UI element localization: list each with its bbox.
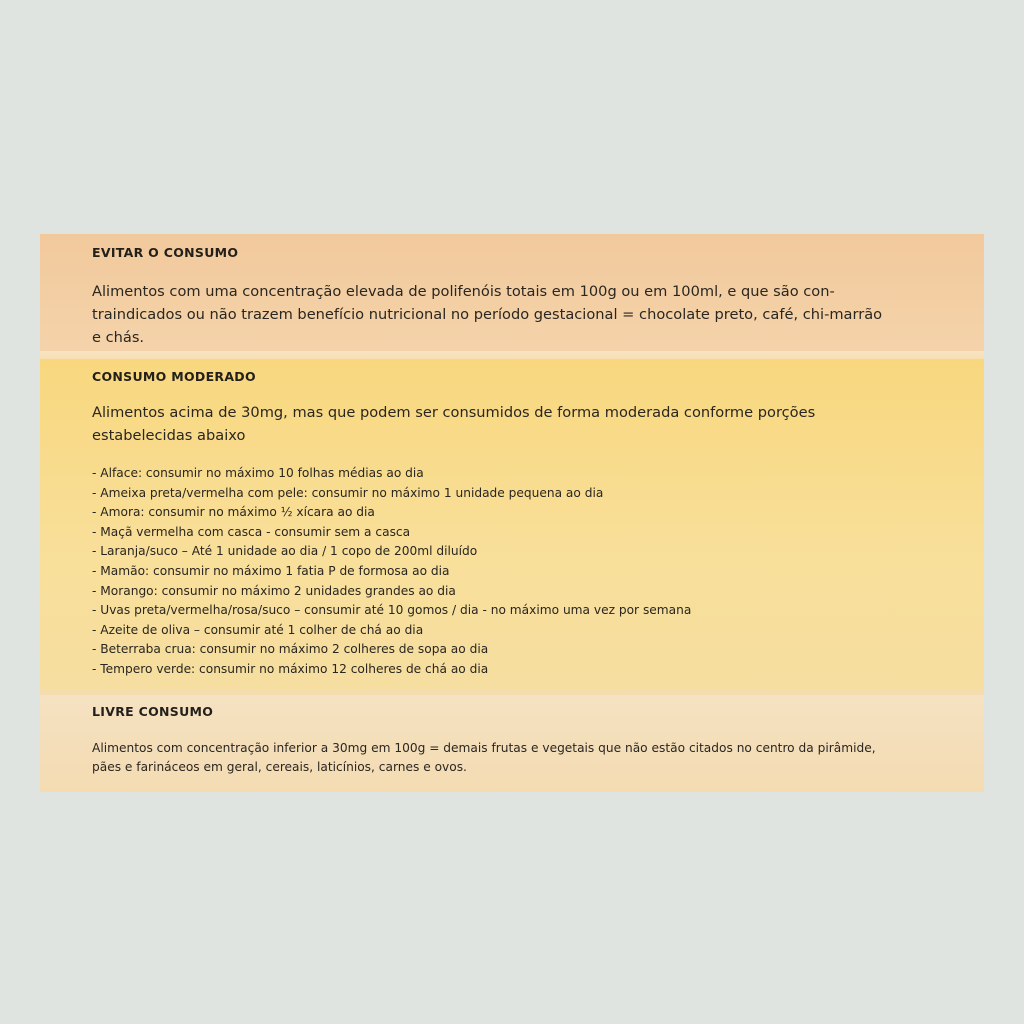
list-item: - Laranja/suco – Até 1 unidade ao dia / 1 copo de 200ml diluído: [92, 544, 478, 559]
section-description: Alimentos acima de 30mg, mas que podem ser consumidos de forma moderada conforme porções estabelecidas abaixo: [92, 404, 816, 444]
section-avoid-consumption: [40, 234, 984, 351]
section-title: EVITAR O CONSUMO: [92, 245, 239, 260]
section-free-consumption: [40, 695, 984, 792]
food-portion-list: [92, 464, 894, 680]
list-item: - Alface: consumir no máximo 10 folhas médias ao dia: [92, 466, 424, 480]
section-description: Alimentos com concentração inferior a 30mg em 100g = demais frutas e vegetais que não estão citados no centro da pirâmide, pães e farináceos em geral, cereais, laticínios, carnes e ovos.: [92, 741, 876, 774]
section-moderate-consumption: [40, 359, 984, 689]
section-title: CONSUMO MODERADO: [92, 369, 256, 384]
list-item: - Azeite de oliva – consumir até 1 colher de chá ao dia: [92, 622, 424, 637]
list-item: - Ameixa preta/vermelha com pele: consumir no máximo 1 unidade pequena ao dia: [92, 485, 604, 500]
list-item: - Morango: consumir no máximo 2 unidades grandes ao dia: [92, 583, 456, 598]
section-divider: [40, 351, 984, 359]
list-item: - Uvas preta/vermelha/rosa/suco – consumir até 10 gomos / dia - no máximo uma vez por semana: [92, 603, 692, 618]
list-item: - Amora: consumir no máximo ½ xícara ao dia: [92, 505, 375, 520]
list-item: - Mamão: consumir no máximo 1 fatia P de formosa ao dia: [92, 563, 450, 578]
consumption-guide-panel: [40, 234, 984, 792]
list-item: - Maçã vermelha com casca - consumir sem a casca: [92, 524, 411, 539]
list-item: - Tempero verde: consumir no máximo 12 colheres de chá ao dia: [92, 661, 489, 676]
section-title: LIVRE CONSUMO: [92, 704, 214, 719]
section-description: Alimentos com uma concentração elevada de polifenóis totais em 100g ou em 100ml, e que são con-traindicados ou não trazem benefício nutricional no período gestacional = chocolate preto, café, chi-marrão e chás.: [92, 283, 883, 346]
list-item: - Beterraba crua: consumir no máximo 2 colheres de sopa ao dia: [92, 642, 489, 657]
